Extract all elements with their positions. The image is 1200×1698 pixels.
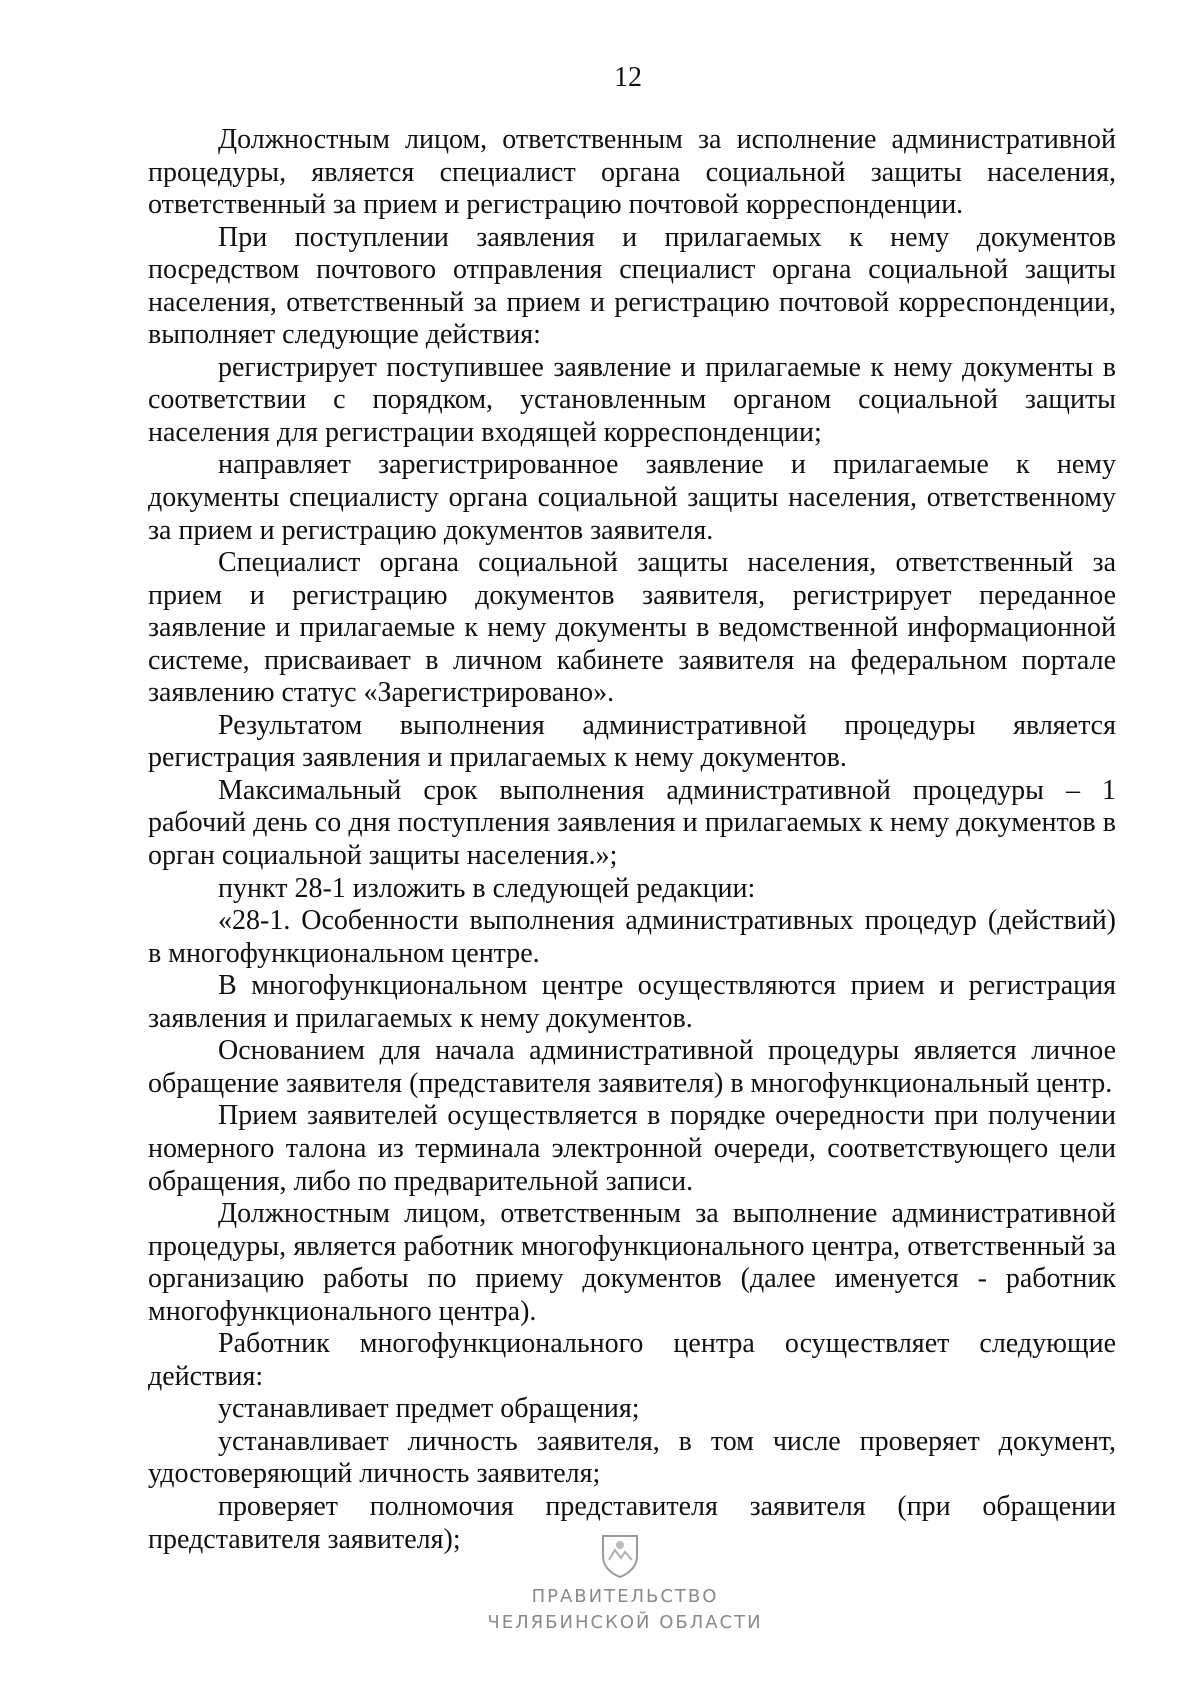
stamp-text-government: ПРАВИТЕЛЬСТВО <box>531 1586 719 1607</box>
paragraph-queue: Прием заявителей осуществляется в порядке очередности при получении номерного талона из терминала электронной очереди, соответствующего цели обращения, либо по предварительной записи. <box>148 1100 1116 1197</box>
paragraph-action-authority: проверяет полномочия представителя заявителя (при обращении представителя заявителя); <box>148 1490 1116 1555</box>
paragraph-item-28-1-title: «28-1. Особенности выполнения административных процедур (действий) в многофункциональном центре. <box>148 905 1116 969</box>
coat-of-arms-icon <box>595 1530 645 1580</box>
paragraph-max-term: Максимальный срок выполнения административной процедуры – 1 рабочий день со дня поступления заявления и прилагаемых к нему документов в орган социальной защиты населения.»; <box>148 774 1116 872</box>
page-number: 12 <box>614 62 642 93</box>
paragraph-mfc-official: Должностным лицом, ответственным за выполнение административной процедуры, является работник многофункционального центра, ответственный за организацию работы по приему документов (далее именуется - работник многофункционального центра). <box>148 1198 1116 1327</box>
paragraph-mfc-actions: Работник многофункционального центра осуществляет следующие действия: <box>148 1328 1116 1392</box>
paragraph-postal-receipt: При поступлении заявления и прилагаемых к нему документов посредством почтового отправления специалист органа социальной защиты населения, ответственный за прием и регистрацию почтовой корреспонденции, выполняет следующие действия: <box>148 221 1116 351</box>
government-stamp <box>460 1530 790 1670</box>
paragraph-mfc-reception: В многофункциональном центре осуществляются прием и регистрация заявления и прилагаемых к нему документов. <box>148 970 1116 1034</box>
paragraph-result: Результатом выполнения административной процедуры является регистрация заявления и прилагаемых к нему документов. <box>148 709 1116 774</box>
paragraph-registers: регистрирует поступившее заявление и прилагаемые к нему документы в соответствии с порядком, установленным органом социальной защиты населения для регистрации входящей корреспонденции; <box>148 351 1116 448</box>
paragraph-forwards: направляет зарегистрированное заявление и прилагаемые к нему документы специалисту органа социальной защиты населения, ответственному за прием и регистрацию документов заявителя. <box>148 449 1116 546</box>
paragraph-official-responsible: Должностным лицом, ответственным за исполнение административной процедуры, является специалист органа социальной защиты населения, ответственный за прием и регистрацию почтовой корреспонденции. <box>148 124 1116 221</box>
paragraph-item-28-1-intro: пункт 28-1 изложить в следующей редакции: <box>218 872 756 904</box>
paragraph-specialist-registers: Специалист органа социальной защиты населения, ответственный за прием и регистрацию документов заявителя, регистрирует переданное заявление и прилагаемые к нему документы в ведомственной информационной системе, присваивает в личном кабинете заявителя на федеральном портале заявлению статус «Зарегистрировано». <box>148 547 1116 709</box>
stamp-text-region: ЧЕЛЯБИНСКОЙ ОБЛАСТИ <box>487 1612 763 1633</box>
paragraph-action-identity: устанавливает личность заявителя, в том числе проверяет документ, удостоверяющий личность заявителя; <box>148 1425 1116 1490</box>
document-body <box>148 124 1116 1556</box>
paragraph-action-subject: устанавливает предмет обращения; <box>218 1393 640 1425</box>
paragraph-basis: Основанием для начала административной процедуры является личное обращение заявителя (представителя заявителя) в многофункциональный центр. <box>148 1035 1116 1099</box>
